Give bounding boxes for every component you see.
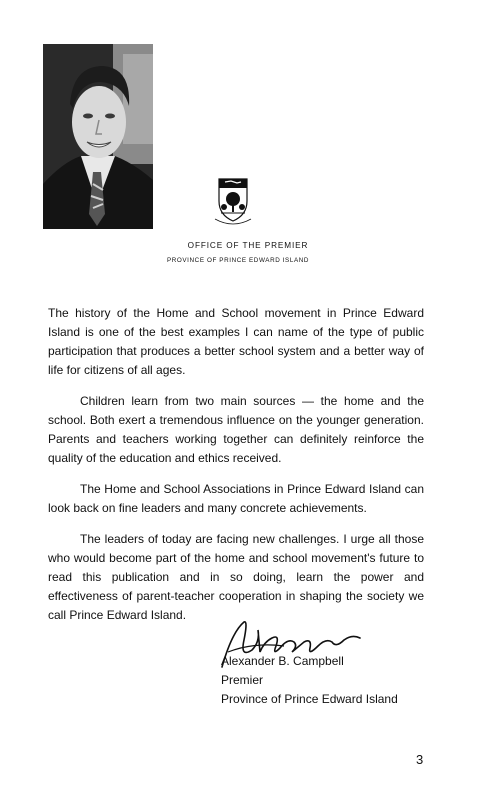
letter-paragraph: The Home and School Associations in Prince Edward Island can look back on fine leaders and many concrete achievements. — [48, 482, 424, 515]
page-number: 3 — [416, 752, 424, 767]
coat-of-arms — [211, 177, 255, 229]
office-heading: OFFICE OF THE PREMIER — [187, 241, 309, 250]
province-heading: PROVINCE OF PRINCE EDWARD ISLAND — [166, 257, 310, 264]
portrait-photo — [43, 44, 153, 229]
letter-paragraph: Children learn from two main sources — the home and the school. Both exert a tremendous influence on the younger generation. Parents and teachers working together can definitely reinforce the quality of the education and ethics received. — [48, 394, 424, 465]
signature-block — [221, 652, 398, 709]
letter-body — [48, 304, 424, 637]
signatory-title: Premier — [221, 673, 264, 687]
letter-paragraph: The leaders of today are facing new challenges. I urge all those who would become part of the home and school movement's future to read this publication and in so doing, learn the power and effectiveness of parent-teacher cooperation in shaping the society we call Prince Edward Island. — [48, 532, 424, 622]
letter-paragraph: The history of the Home and School movement in Prince Edward Island is one of the best examples I can name of the type of public participation that produces a better school system and a better way of life for citizens of all ages. — [48, 306, 424, 377]
premier-portrait — [43, 44, 153, 229]
signatory-province: Province of Prince Edward Island — [221, 692, 398, 706]
coat-of-arms-icon — [211, 177, 255, 229]
signatory-name: Alexander B. Campbell — [221, 654, 344, 668]
